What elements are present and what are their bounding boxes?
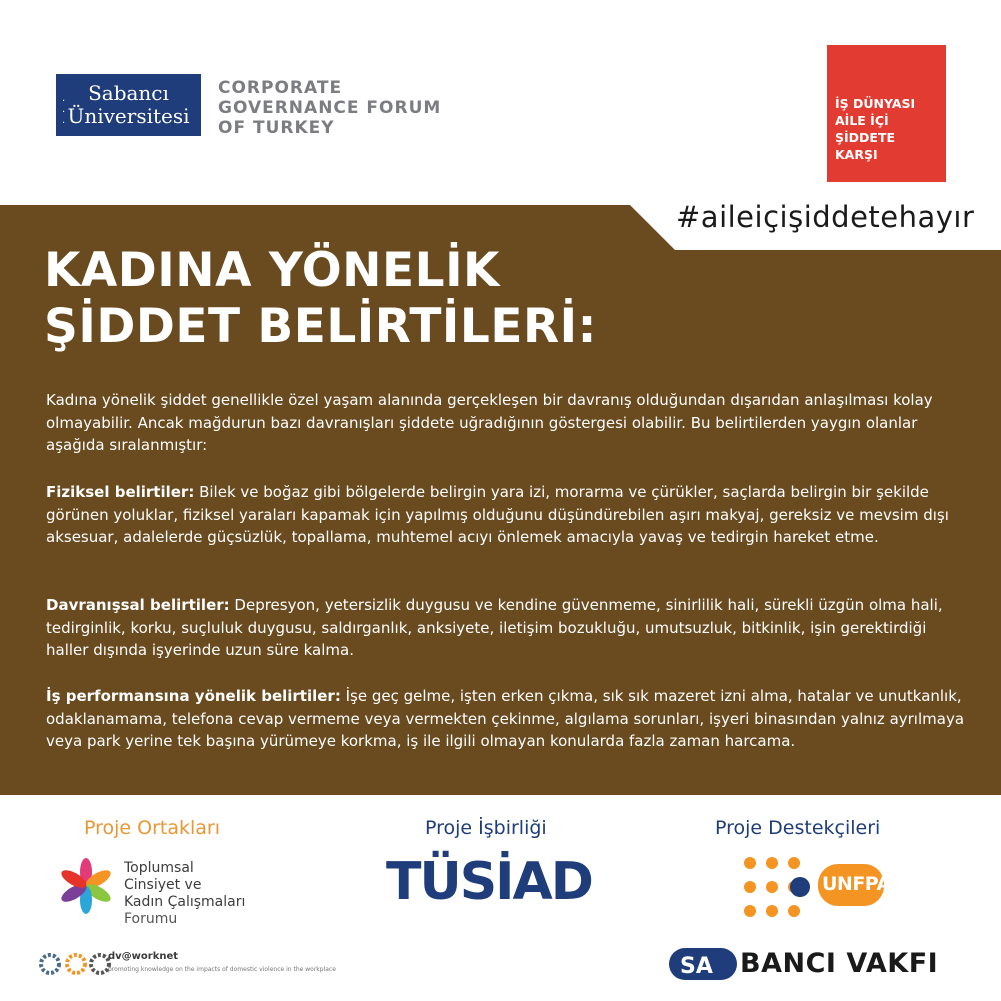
tck-forum-text	[124, 860, 245, 928]
campaign-logo-box	[827, 45, 946, 182]
work-performance-signs-text: İşe geç gelme, işten erken çıkma, sık sık mazeret izni alma, hatalar ve unutkanlık, odaklanamama, telefona cevap vermeme veya vermekten çekinme, algılama sorunları, işyeri binasından yalnız ayrılmaya veya park yerine tek başına yürümeye korkma, iş ile ilgili olmayan konularda fazla zaman harcama.	[46, 687, 965, 751]
hashtag-text: #aileiçişiddetehayır	[676, 200, 975, 234]
campaign-line-1: İŞ DÜNYASI	[835, 96, 916, 111]
page-title	[44, 243, 597, 355]
tck-line-4: Forumu	[124, 911, 178, 927]
physical-signs-label: Fiziksel belirtiler:	[46, 483, 195, 501]
cgft-line-3: OF TURKEY	[218, 118, 335, 138]
title-line-1: KADINA YÖNELİK	[44, 243, 500, 298]
cgft-line-1: CORPORATE	[218, 78, 343, 98]
behavioral-signs-label: Davranışsal belirtiler:	[46, 596, 230, 614]
tck-forum-logo-icon	[56, 856, 116, 916]
su-logo-line2: Üniversitesi	[67, 104, 190, 128]
campaign-line-3: ŞİDDETE	[835, 130, 896, 145]
cgft-logo-text	[218, 78, 441, 138]
sabanci-vakfi-logo-icon	[668, 946, 738, 982]
dvworknet-subtitle: promoting knowledge on the impacts of domestic violence in the workplace	[108, 966, 336, 973]
behavioral-signs-text: Depresyon, yetersizlik duygusu ve kendine güvenmeme, sinirlilik hali, sürekli üzgün olma hali, tedirginlik, korku, suçluluk duygusu, saldırganlık, anksiyete, iletişim bozukluğu, umutsuzluk, bitkinlik, işin gerektirdiği haller dışında işyerinde uzun süre kalma.	[46, 596, 943, 660]
sabanci-vakfi-mark: SA	[680, 954, 713, 979]
tck-line-2: Cinsiyet ve	[124, 877, 202, 893]
cgft-line-2: GOVERNANCE FORUM	[218, 98, 442, 118]
tck-line-3: Kadın Çalışmaları	[124, 894, 246, 910]
project-supporters-title: Proje Destekçileri	[715, 817, 881, 839]
work-performance-signs-label: İş performansına yönelik belirtiler:	[46, 687, 341, 705]
sabanci-vakfi-text: BANCI VAKFI	[740, 948, 939, 979]
tck-line-1: Toplumsal	[124, 860, 194, 876]
physical-signs-paragraph	[46, 481, 966, 549]
work-performance-signs-paragraph	[46, 685, 966, 753]
project-partners-title: Proje Ortakları	[84, 817, 221, 839]
unfpa-logo-text: UNFPA	[822, 873, 891, 895]
intro-paragraph: Kadına yönelik şiddet genellikle özel yaşam alanında gerçekleşen bir davranış olduğundan dışarıdan anlaşılması kolay olmayabilir. Ancak mağdurun bazı davranışları şiddete uğradığının göstergesi olabilir. Bu belirtilerden yaygın olanlar aşağıda sıralanmıştır:	[46, 391, 933, 455]
project-cooperation-title: Proje İşbirliği	[425, 817, 547, 839]
physical-signs-text: Bilek ve boğaz gibi bölgelerde belirgin yara izi, morarma ve çürükler, saçlarda belirgin bir şekilde görünen yoluklar, fiziksel yaraları kapamak için yapılmış olduğunu düşündürebilen aşırı makyaj, gereksiz ve mevsim dışı aksesuar, adalelerde güçsüzlük, topallama, muhtemel acıyı önlemek amacıyla yavaş ve tedirgin hareket etme.	[46, 483, 949, 547]
tusiad-logo: TÜSİAD	[386, 852, 592, 912]
dvworknet-title: dv@worknet	[108, 951, 179, 962]
title-line-2: ŞİDDET BELİRTİLERİ:	[44, 299, 597, 354]
unfpa-dots-icon	[742, 855, 812, 925]
campaign-line-2: AİLE İÇİ	[835, 113, 889, 128]
su-logo-line1: Sabancı	[88, 81, 169, 105]
su-logo-dots-icon: · · ·	[62, 96, 70, 129]
campaign-line-4: KARŞI	[835, 147, 878, 162]
behavioral-signs-paragraph	[46, 594, 966, 662]
